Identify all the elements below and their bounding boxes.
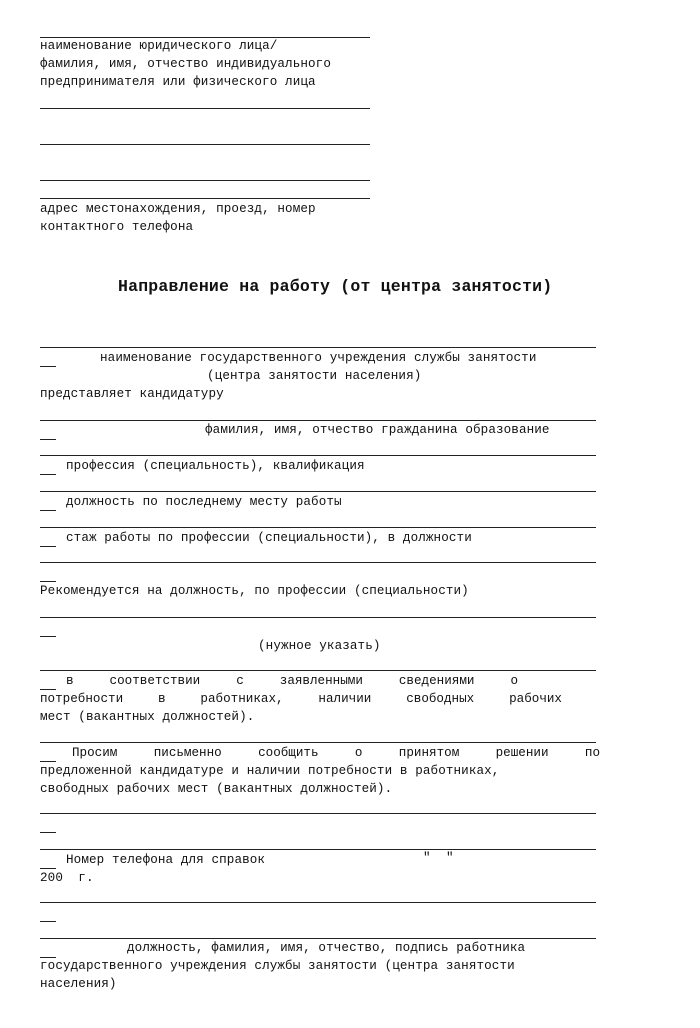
- request-line[interactable]: [40, 742, 596, 743]
- recommended-line[interactable]: [40, 617, 596, 618]
- blank-line-2[interactable]: [40, 902, 596, 903]
- experience-underscore: [40, 546, 56, 547]
- request-text-3: свободных рабочих мест (вакантных должностей).: [40, 782, 393, 796]
- request-text-1: Просим письменно сообщить о принятом решении по: [72, 746, 600, 760]
- address-line-1[interactable]: [40, 108, 370, 109]
- phone-line[interactable]: [40, 849, 596, 850]
- org-label-2: фамилия, имя, отчество индивидуального: [40, 57, 331, 71]
- blank-underscore-2: [40, 921, 56, 922]
- center-label-1: наименование государственного учреждения службы занятости: [100, 351, 537, 365]
- signature-label-1: должность, фамилия, имя, отчество, подпись работника: [127, 941, 526, 955]
- center-name-line[interactable]: [40, 347, 596, 348]
- last-position-label: должность по последнему месту работы: [66, 495, 342, 509]
- last-position-line[interactable]: [40, 491, 596, 492]
- citizen-label: фамилия, имя, отчество гражданина образование: [205, 423, 550, 437]
- recommended-text: Рекомендуется на должность, по профессии (специальности): [40, 584, 469, 598]
- blank-underscore-1: [40, 832, 56, 833]
- recommended-line-top[interactable]: [40, 562, 596, 563]
- org-label-3: предпринимателя или физического лица: [40, 75, 316, 89]
- citizen-underscore: [40, 439, 56, 440]
- address-line-4[interactable]: [40, 198, 370, 199]
- address-label-2: контактного телефона: [40, 220, 194, 234]
- experience-label: стаж работы по профессии (специальности), в должности: [66, 531, 472, 545]
- experience-line[interactable]: [40, 527, 596, 528]
- profession-underscore: [40, 474, 56, 475]
- document-title: Направление на работу (от центра занятости): [118, 277, 553, 296]
- blank-line-1[interactable]: [40, 813, 596, 814]
- presents-text: представляет кандидатуру: [40, 387, 224, 401]
- org-label-1: наименование юридического лица/: [40, 39, 278, 53]
- request-text-2: предложенной кандидатуре и наличии потребности в работниках,: [40, 764, 500, 778]
- specify-underscore: [40, 636, 56, 637]
- accordance-line[interactable]: [40, 670, 596, 671]
- phone-label: Номер телефона для справок: [66, 853, 266, 867]
- last-position-underscore: [40, 510, 56, 511]
- signature-label-2: государственного учреждения службы занятости (центра занятости: [40, 959, 515, 973]
- accordance-text-1: в соответствии с заявленными сведениями о: [66, 674, 518, 688]
- center-label-2: (центра занятости населения): [207, 369, 422, 383]
- date-year[interactable]: 200 г.: [40, 871, 94, 885]
- center-underscore: [40, 366, 56, 367]
- address-line-3[interactable]: [40, 180, 370, 181]
- address-label-1: адрес местонахождения, проезд, номер: [40, 202, 316, 216]
- date-quotes[interactable]: " ": [423, 851, 454, 865]
- accordance-text-3: мест (вакантных должностей).: [40, 710, 255, 724]
- address-line-2[interactable]: [40, 144, 370, 145]
- accordance-text-2: потребности в работниках, наличии свободных рабочих: [40, 692, 562, 706]
- specify-label: (нужное указать): [258, 639, 381, 653]
- profession-label: профессия (специальность), квалификация: [66, 459, 365, 473]
- signature-label-3: населения): [40, 977, 117, 991]
- profession-line[interactable]: [40, 455, 596, 456]
